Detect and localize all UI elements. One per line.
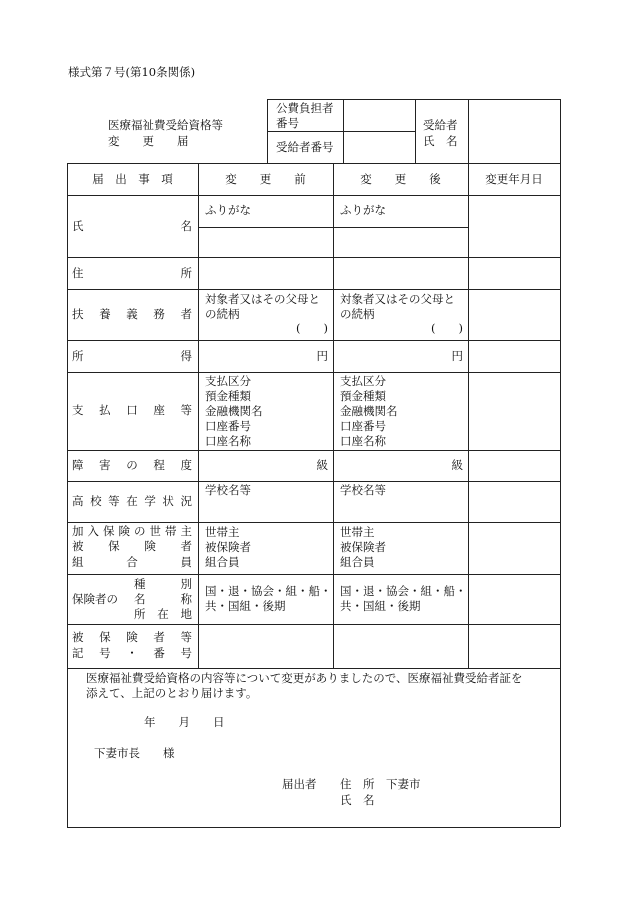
school-char-6: 状 (162, 494, 174, 508)
guardian-relation-before: 対象者又はその父母と の続柄 (205, 292, 320, 321)
guardian-paren-after: ( ) (431, 321, 463, 335)
ins2-char-2: 保 (108, 539, 120, 553)
row-insured-number-label-2 (72, 646, 192, 661)
address-before-field[interactable] (199, 258, 332, 288)
ins3-char-1: 組 (72, 555, 84, 569)
row-income-label (72, 349, 192, 364)
bank-char-3: 口 (126, 403, 138, 417)
insurer-location-label (134, 607, 192, 622)
school-char-2: 校 (90, 494, 102, 508)
school-char-4: 在 (126, 494, 138, 508)
insurer-loc-char-1: 所 (134, 607, 146, 621)
ins1-char-6: 世 (149, 524, 161, 538)
name-after-field[interactable] (334, 228, 467, 256)
insno1-char-1: 被 (72, 630, 84, 644)
school-char-1: 高 (72, 494, 84, 508)
ins1-char-7: 帯 (165, 524, 177, 538)
disability-char-4: 程 (153, 458, 165, 472)
name-label-char-1: 氏 (72, 219, 84, 233)
school-char-3: 等 (108, 494, 120, 508)
row-insurance-label-2 (72, 539, 192, 554)
insurance-fields-before: 世帯主 被保険者 組合員 (205, 525, 251, 569)
income-before-yen: 円 (316, 349, 328, 363)
insurer-type-char-2: 別 (180, 577, 192, 591)
applicant-label: 届出者 (282, 777, 317, 791)
guardian-paren-before: ( ) (296, 321, 328, 335)
row-name-label (72, 219, 192, 234)
public-payer-number-field[interactable] (344, 100, 414, 130)
row-insurance-label-3 (72, 555, 192, 570)
row-guardian-label (72, 307, 192, 322)
ins1-char-1: 加 (72, 524, 84, 538)
school-name-after: 学校名等 (340, 483, 386, 497)
insured-number-after-field[interactable] (334, 625, 467, 667)
ins1-char-2: 入 (87, 524, 99, 538)
insno2-char-1: 記 (72, 646, 84, 660)
insurance-fields-after: 世帯主 被保険者 組合員 (340, 525, 386, 569)
bank-char-2: 払 (99, 403, 111, 417)
insurer-name-char-1: 名 (134, 592, 146, 606)
insured-number-before-field[interactable] (199, 625, 332, 667)
bank-char-1: 支 (72, 403, 84, 417)
bank-char-5: 等 (180, 403, 192, 417)
disability-before-grade: 級 (316, 458, 328, 472)
declaration-statement: 医療福祉費受給資格の内容等について変更がありましたので、医療福祉費受給者証を 添えて、上記のとおり届けます。 (86, 671, 523, 700)
school-char-7: 況 (180, 494, 192, 508)
ins1-char-3: 保 (103, 524, 115, 538)
guardian-char-1: 扶 (72, 307, 84, 321)
col-before-header: 変 更 前 (225, 172, 306, 186)
ins2-char-1: 被 (72, 539, 84, 553)
insno1-char-5: 等 (180, 630, 192, 644)
name-before-field[interactable] (199, 228, 332, 256)
recipient-number-field[interactable] (344, 132, 414, 162)
col-after-header: 変 更 後 (360, 172, 441, 186)
name-label-char-2: 名 (180, 219, 192, 233)
recipient-name-field[interactable] (469, 100, 559, 162)
insno2-char-2: 号 (99, 646, 111, 660)
recipient-label: 受給者 (423, 118, 458, 132)
guardian-char-4: 務 (153, 307, 165, 321)
insno1-char-4: 者 (153, 630, 165, 644)
public-payer-label-2: 番号 (276, 116, 299, 130)
guardian-char-5: 者 (180, 307, 192, 321)
income-char-2: 得 (180, 349, 192, 363)
school-char-5: 学 (144, 494, 156, 508)
disability-char-1: 障 (72, 458, 84, 472)
furigana-after: ふりがな (340, 203, 386, 217)
bank-fields-before: 支払区分 預金種類 金融機関名 口座番号 口座名称 (205, 374, 263, 448)
guardian-relation-after: 対象者又はその父母と の続柄 (340, 292, 455, 321)
ins3-char-2: 合 (126, 555, 138, 569)
row-address-label (72, 266, 192, 281)
insno1-char-3: 険 (126, 630, 138, 644)
mayor-addressee: 下妻市長 様 (94, 746, 175, 760)
bank-fields-after: 支払区分 預金種類 金融機関名 口座番号 口座名称 (340, 374, 398, 448)
insurer-options-before: 国・退・協会・組・船・ 共・国組・後期 (205, 584, 332, 613)
school-name-before: 学校名等 (205, 483, 251, 497)
name-change-date-field[interactable] (469, 196, 559, 256)
row-insurance-label-1 (72, 524, 192, 539)
income-char-1: 所 (72, 349, 84, 363)
public-payer-label: 公費負担者 (276, 101, 334, 115)
row-insured-number-label-1 (72, 630, 192, 645)
row-disability-label (72, 458, 192, 473)
insurer-name-label (134, 592, 192, 607)
form-number: 様式第７号(第10条関係) (68, 65, 196, 79)
form-title-sub: 変 更 届 (108, 134, 189, 148)
ins1-char-5: の (134, 524, 146, 538)
insurer-loc-char-3: 地 (180, 607, 192, 621)
insno1-char-2: 保 (99, 630, 111, 644)
address-label-char-2: 所 (180, 266, 192, 280)
applicant-name-label: 氏 名 (340, 793, 375, 807)
address-after-field[interactable] (334, 258, 467, 288)
ins2-char-3: 険 (144, 539, 156, 553)
furigana-before: ふりがな (205, 203, 251, 217)
disability-char-5: 度 (180, 458, 192, 472)
declaration-date: 年 月 日 (144, 715, 225, 729)
insurer-options-after: 国・退・協会・組・船・ 共・国組・後期 (340, 584, 467, 613)
recipient-number-label: 受給者番号 (276, 140, 334, 154)
recipient-name-label: 氏 名 (423, 134, 458, 148)
col-date-header: 変更年月日 (485, 172, 543, 186)
form-title: 医療福祉費受給資格等 (108, 118, 223, 132)
ins3-char-3: 員 (180, 555, 192, 569)
insno2-char-4: 番 (153, 646, 165, 660)
insurer-type-label (134, 577, 192, 592)
insno2-char-3: ・ (126, 646, 138, 660)
ins1-char-4: 険 (118, 524, 130, 538)
row-school-label (72, 494, 192, 509)
disability-after-grade: 級 (451, 458, 463, 472)
ins1-char-8: 主 (180, 524, 192, 538)
insno2-char-5: 号 (180, 646, 192, 660)
row-bank-label (72, 403, 192, 418)
insurer-label-prefix: 保険者の (72, 592, 118, 606)
ins2-char-4: 者 (180, 539, 192, 553)
guardian-char-2: 養 (99, 307, 111, 321)
guardian-char-3: 義 (126, 307, 138, 321)
disability-char-3: の (126, 458, 138, 472)
insurer-name-char-2: 称 (180, 592, 192, 606)
col-item-header: 届 出 事 項 (92, 172, 173, 186)
income-after-yen: 円 (451, 349, 463, 363)
address-label-char-1: 住 (72, 266, 84, 280)
insurer-loc-char-2: 在 (157, 607, 169, 621)
bank-char-4: 座 (153, 403, 165, 417)
insurer-type-char-1: 種 (134, 577, 146, 591)
disability-char-2: 害 (99, 458, 111, 472)
applicant-address-label: 住 所 下妻市 (340, 777, 421, 791)
